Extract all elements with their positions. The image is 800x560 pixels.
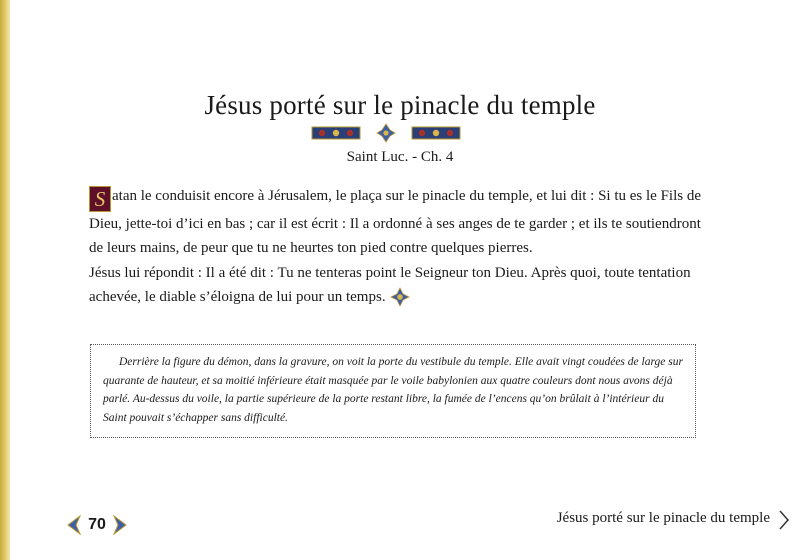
page-number-badge	[66, 513, 128, 537]
chapter-title: Jésus porté sur le pinacle du temple	[204, 90, 596, 120]
running-title: Jésus porté sur le pinacle du temple	[556, 510, 770, 526]
dropcap-letter: S	[89, 186, 111, 212]
page-number: 70	[88, 516, 106, 533]
paragraph-2	[89, 261, 715, 310]
chapter-source: Saint Luc. - Ch. 4	[346, 149, 454, 165]
paragraph-2-text: Jésus lui répondit : Il a été dit : Tu ne tenteras point le Seigneur ton Dieu. Après quoi, toute tentation achevée, le diable s’éloigna de lui pour un temps.	[89, 264, 691, 305]
star-ornament-icon	[390, 287, 410, 307]
commentary-note	[90, 344, 696, 438]
next-page-icon[interactable]	[778, 509, 790, 531]
next-page-ornament-icon[interactable]	[112, 515, 128, 535]
chapter-body	[89, 184, 715, 309]
note-text: Derrière la figure du démon, dans la gravure, on voit la porte du vestibule du temple. Elle avait vingt coudées de large sur quarante de hauteur, et sa moitié inférieure était masquée par le voile babylonien aux quatre couleurs dont nous avons déjà parlé. Au-dessus du voile, la partie supérieure de la porte restant libre, la fumée de l’encens qu’on brûlait à l’intérieur du Saint pouvait s’échapper sans difficulté.	[103, 356, 683, 424]
paragraph-1	[89, 184, 715, 261]
prev-page-icon[interactable]	[66, 515, 82, 535]
page-gilded-edge	[0, 0, 10, 560]
paragraph-1-text: atan le conduisit encore à Jérusalem, le plaça sur le pinacle du temple, et lui dit : Si tu es le Fils de Dieu, jette-toi d’ici en bas ; car il est écrit : Il a ordonné à ses anges de te garder ; et ils te soutiendront de leurs mains, de peur que tu ne heurtes ton pied contre quelques pierres.	[89, 188, 701, 257]
floral-ornament-icon	[310, 123, 462, 143]
